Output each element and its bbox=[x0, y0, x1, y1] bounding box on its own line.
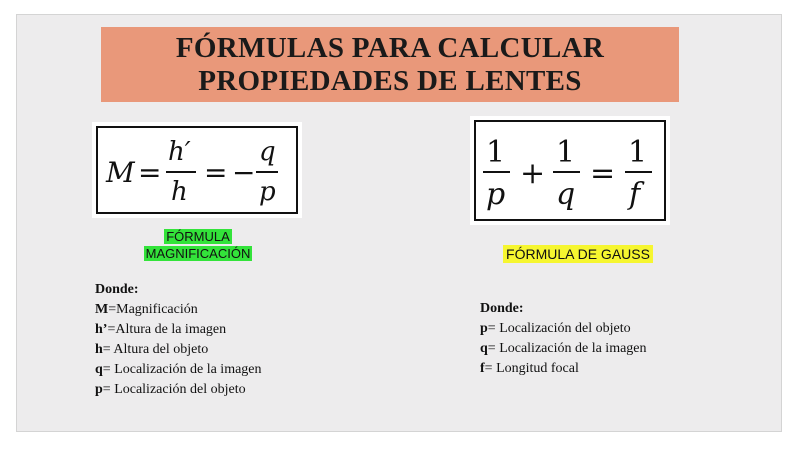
gauss-definitions-heading: Donde: bbox=[480, 301, 524, 316]
definition-text: = Longitud focal bbox=[484, 361, 579, 376]
magnification-formula bbox=[98, 128, 296, 212]
definition-symbol: p bbox=[95, 382, 103, 397]
gauss-label-text: FÓRMULA DE GAUSS bbox=[503, 245, 653, 263]
gauss-definitions bbox=[480, 299, 730, 379]
magnification-formula-box bbox=[92, 122, 302, 218]
formula-h: h bbox=[171, 177, 188, 207]
definition-item bbox=[95, 300, 345, 320]
formula-p: p bbox=[259, 177, 276, 207]
title-banner bbox=[101, 27, 679, 102]
definition-text: =Magnificación bbox=[108, 302, 198, 317]
definition-item bbox=[480, 319, 730, 339]
definition-item bbox=[95, 320, 345, 340]
gauss-one-1: 1 bbox=[486, 135, 506, 170]
magnification-label-line-2: MAGNIFICACIÓN bbox=[145, 246, 251, 261]
gauss-one-2: 1 bbox=[556, 135, 576, 170]
magnification-label bbox=[128, 228, 268, 262]
definition-symbol: h bbox=[95, 342, 103, 357]
definition-symbol: h’ bbox=[95, 322, 108, 337]
definition-text: = Altura del objeto bbox=[102, 342, 209, 357]
formula-equals-1: = bbox=[138, 156, 162, 189]
magnification-label-line-1: FÓRMULA bbox=[166, 229, 230, 244]
title-line-1: FÓRMULAS PARA CALCULAR bbox=[175, 31, 605, 64]
definition-item bbox=[95, 340, 345, 360]
definition-text: = Localización del objeto bbox=[487, 321, 631, 336]
definition-symbol: f bbox=[480, 361, 485, 376]
magnification-formula-frame bbox=[96, 126, 298, 214]
magnification-definitions bbox=[95, 280, 345, 400]
formula-q: q bbox=[259, 137, 276, 167]
gauss-one-3: 1 bbox=[628, 135, 648, 170]
definition-text: = Localización de la imagen bbox=[487, 341, 647, 356]
gauss-formula-box bbox=[470, 116, 670, 225]
definition-symbol: M bbox=[95, 302, 109, 317]
title-line-2: PROPIEDADES DE LENTES bbox=[198, 64, 582, 97]
gauss-label bbox=[478, 246, 678, 262]
definition-item bbox=[95, 360, 345, 380]
definition-text: =Altura de la imagen bbox=[107, 322, 227, 337]
gauss-plus: + bbox=[520, 156, 546, 191]
gauss-q: q bbox=[556, 177, 576, 212]
definition-text: = Localización de la imagen bbox=[102, 362, 262, 377]
gauss-formula-frame bbox=[474, 120, 666, 221]
definition-symbol: q bbox=[95, 362, 103, 377]
formula-m: M bbox=[106, 156, 135, 189]
definition-item bbox=[480, 339, 730, 359]
formula-minus: − bbox=[232, 156, 256, 189]
gauss-equals: = bbox=[590, 156, 616, 191]
gauss-formula bbox=[476, 122, 664, 219]
definition-item bbox=[480, 359, 730, 379]
formula-h-prime: h′ bbox=[168, 137, 191, 167]
definition-text: = Localización del objeto bbox=[102, 382, 246, 397]
definition-symbol: p bbox=[480, 321, 488, 336]
formula-equals-2: = bbox=[204, 156, 228, 189]
gauss-p: p bbox=[486, 177, 506, 212]
magnification-definitions-heading: Donde: bbox=[95, 282, 139, 297]
gauss-f: f bbox=[629, 177, 641, 212]
definition-symbol: q bbox=[480, 341, 488, 356]
definition-item bbox=[95, 380, 345, 400]
